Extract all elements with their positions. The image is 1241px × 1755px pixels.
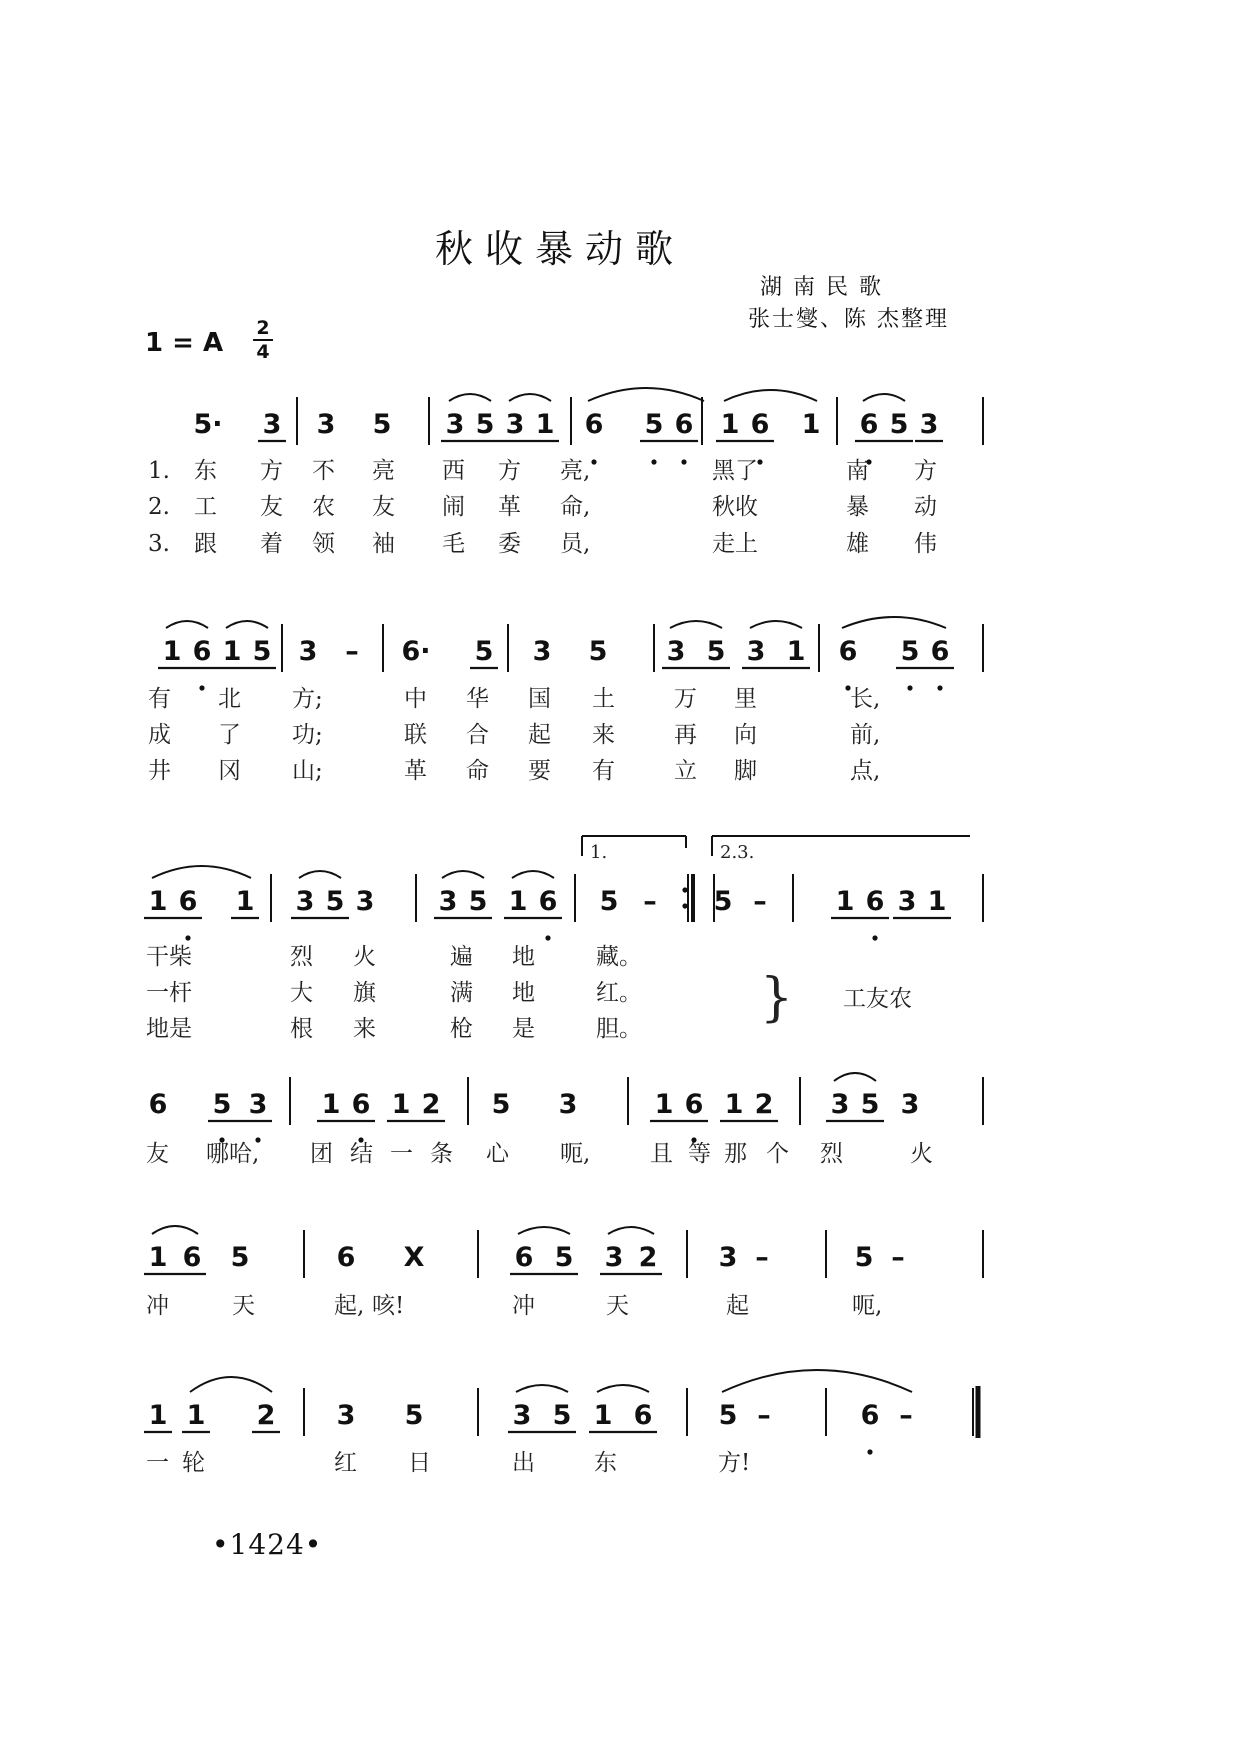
note: 2 [421,1089,441,1120]
lyric: 国 [528,686,551,712]
slur [512,871,554,878]
slur [442,871,484,878]
octave-dot [907,685,912,690]
lyric: 动 [914,494,937,520]
lyric: 黑了 [712,458,758,484]
lyric: 起 [528,722,551,748]
note: 3 [830,1089,850,1120]
lyric: 北 [218,686,241,712]
note: 1 [148,886,168,917]
note: 5 [552,1400,572,1431]
lyric: 冲 [146,1293,169,1319]
note: 3 [336,1400,356,1431]
lyric: 地是 [146,1016,192,1042]
slur [516,1385,568,1392]
key-signature: 1 = A [145,328,224,358]
time-signature-top: 2 [256,317,270,339]
lyric: 烈 [290,944,313,970]
lyric: 伟 [914,531,937,557]
slur [834,1073,876,1081]
lyric: 冲 [512,1293,535,1319]
lyric: 红 [334,1450,357,1476]
note: 6 [930,636,950,667]
lyric: 东 [594,1450,617,1476]
lyric: 走上 [712,531,758,557]
note: 3 [295,886,315,917]
note: – [345,636,359,667]
lyric: 满 [450,980,473,1006]
lyric: 心 [486,1141,509,1167]
lyric: 日 [408,1450,431,1476]
note: – [753,886,767,917]
note: 5 [252,636,272,667]
lyric: 火 [353,944,376,970]
lyric: 秋收 [712,494,758,520]
note: 3 [718,1242,738,1273]
note: 1 [835,886,855,917]
lyric: 革 [404,758,427,784]
lyric: 结 [350,1141,373,1167]
lyric: 3. [148,531,170,557]
note: 3 [298,636,318,667]
lyric: 亮 [372,458,395,484]
note: 3 [532,636,552,667]
lyric-brace: } [760,968,794,1028]
lyric: 条 [430,1141,453,1167]
note: 6 [514,1242,534,1273]
lyric: 合 [466,722,489,748]
note: 3 [355,886,375,917]
note: 5 [854,1242,874,1273]
lyric: 友 [372,494,395,520]
lyric: 地 [512,944,535,970]
note: – [643,886,657,917]
lyric: 着 [260,531,283,557]
note: 1 [654,1089,674,1120]
note: 6 [860,1400,880,1431]
slur [588,388,704,401]
note: 5· [193,409,223,440]
note: 5 [718,1400,738,1431]
note: 1 [927,886,947,917]
note: 6 [192,636,212,667]
lyric: 来 [353,1016,376,1042]
note: 5 [475,409,495,440]
lyric: 里 [734,686,757,712]
note: 3 [262,409,282,440]
lyric: 个 [766,1141,789,1167]
note: 2 [256,1400,276,1431]
note: 1 [720,409,740,440]
note: 6 [684,1089,704,1120]
lyric: 有 [148,686,171,712]
note: – [755,1242,769,1273]
note: 3 [604,1242,624,1273]
lyric: 地 [512,980,535,1006]
lyric: 雄 [846,531,869,557]
note: 1 [801,409,821,440]
lyric: 干柴 [146,944,192,970]
lyric: 袖 [372,531,395,557]
octave-dot [867,1449,872,1454]
lyric: 土 [592,686,615,712]
lyric: 友 [146,1141,169,1167]
lyric: 要 [528,758,551,784]
note: 1 [186,1400,206,1431]
song-title: 秋收暴动歌 [434,227,685,271]
lyric: 委 [498,531,521,557]
note: 1 [593,1400,613,1431]
note: 1 [148,1400,168,1431]
slur [190,1377,272,1392]
note: 6 [584,409,604,440]
octave-dot [757,459,762,464]
lyric: 一 [146,1450,169,1476]
slur [299,871,341,878]
lyric: 方 [498,458,521,484]
slur [750,621,802,628]
lyric: 起 [726,1293,749,1319]
note: 6 [674,409,694,440]
note: 1 [162,636,182,667]
note: 5 [900,636,920,667]
lyric: 出 [512,1450,535,1476]
slur [608,1227,654,1234]
note: 1 [391,1089,411,1120]
note: 5 [889,409,909,440]
lyric: 那 [724,1141,747,1167]
slur [449,394,491,401]
lyric: 来 [592,722,615,748]
lyric: 长, [850,686,881,712]
lyric: 员, [560,531,591,557]
lyric: 西 [442,458,465,484]
slur [724,390,817,401]
note: 3 [746,636,766,667]
song-arranger: 张士燮、陈 杰整理 [748,307,949,332]
lyric: 起, [334,1293,365,1319]
note: 5 [230,1242,250,1273]
note: 1 [148,1242,168,1273]
slur [226,621,268,628]
lyric: 烈 [820,1141,843,1167]
note: – [891,1242,905,1273]
lyric: 冈 [218,758,241,784]
lyric: 再 [674,722,697,748]
lyric: 成 [148,722,171,748]
note: 6 [351,1089,371,1120]
note: 5 [372,409,392,440]
lyric: 呃, [852,1293,883,1319]
octave-dot [651,459,656,464]
lyric: 一 [390,1141,413,1167]
note: 2 [638,1242,658,1273]
lyric: 山; [292,758,323,784]
note: – [757,1400,771,1431]
lyric: 毛 [442,531,465,557]
note: 6 [859,409,879,440]
note: 3 [897,886,917,917]
note: – [899,1400,913,1431]
octave-dot [937,685,942,690]
lyric: 东 [194,458,217,484]
slur [518,1227,570,1234]
lyric: 革 [498,494,521,520]
octave-dot [199,685,204,690]
lyric: 华 [466,686,489,712]
lyric: 红。 [596,980,642,1006]
slur [166,621,208,628]
lyric: 方! [718,1450,751,1476]
note: 5 [860,1089,880,1120]
note: 3 [438,886,458,917]
lyric: 联 [404,722,427,748]
repeat-dot [682,903,687,908]
slur [863,394,905,401]
lyric: 井 [148,758,171,784]
lyric: 方 [260,458,283,484]
note: 3 [919,409,939,440]
note: 6 [538,886,558,917]
note: 5 [474,636,494,667]
note: 3 [316,409,336,440]
lyric: 跟 [194,531,217,557]
time-signature-bottom: 4 [256,341,270,363]
note: 6 [865,886,885,917]
note: 1 [535,409,555,440]
note: 6 [182,1242,202,1273]
lyric: 中 [404,686,427,712]
note: 6 [838,636,858,667]
octave-dot [545,935,550,940]
note: 1 [235,886,255,917]
lyric: 天 [606,1293,629,1319]
lyric: 领 [312,531,335,557]
lyric: 亮, [560,458,591,484]
lyric: 南 [846,458,869,484]
note: 3 [558,1089,578,1120]
lyric: 2. [148,494,170,520]
lyric: 等 [688,1141,711,1167]
note: 1 [508,886,528,917]
slur [597,1385,649,1392]
lyric: 点, [850,758,881,784]
lyric: 命, [560,494,591,520]
lyric: 枪 [450,1016,473,1042]
refrain-lyric: 工友农 [843,986,912,1012]
lyric: 不 [312,458,335,484]
lyric: 前, [850,722,881,748]
note: 1 [321,1089,341,1120]
lyric: 遍 [450,944,473,970]
note: 3 [512,1400,532,1431]
note: 5 [491,1089,511,1120]
note: 5 [212,1089,232,1120]
page-number: •1424• [212,1528,323,1561]
lyric: 呃, [560,1141,591,1167]
lyric: 工 [194,494,217,520]
lyric: 立 [674,758,697,784]
note: 6 [148,1089,168,1120]
lyric: 功; [292,722,323,748]
song-origin: 湖 南 民 歌 [760,275,883,300]
lyric: 闹 [442,494,465,520]
octave-dot [872,935,877,940]
octave-dot [185,935,190,940]
note: 6 [178,886,198,917]
note: 3 [445,409,465,440]
octave-dot [681,459,686,464]
note: 6 [336,1242,356,1273]
note: 5 [713,886,733,917]
lyric: 且 [650,1141,673,1167]
lyric: 咳! [372,1293,405,1319]
note: 6· [401,636,431,667]
lyric: 命 [466,758,489,784]
note: 6 [633,1400,653,1431]
note: 5 [325,886,345,917]
repeat-dot [682,887,687,892]
slur [152,1226,198,1234]
note: 5 [644,409,664,440]
note: 3 [248,1089,268,1120]
slur [509,394,551,401]
lyric: 友 [260,494,283,520]
lyric: 天 [232,1293,255,1319]
lyric: 藏。 [596,944,642,970]
lyric: 了 [218,722,241,748]
octave-dot [591,459,596,464]
slur [670,621,722,628]
note: 3 [666,636,686,667]
lyric: 脚 [734,758,757,784]
lyric: 旗 [353,980,376,1006]
lyric: 轮 [182,1450,205,1476]
lyric: 方; [292,686,323,712]
volta-second-label: 2.3. [720,842,755,863]
note: 5 [588,636,608,667]
lyric: 是 [512,1016,535,1042]
note: 5 [706,636,726,667]
note: 3 [505,409,525,440]
lyric: 暴 [846,494,869,520]
lyric: 哪哈, [206,1141,260,1167]
lyric: 向 [734,722,757,748]
note: 5 [554,1242,574,1273]
note: 3 [900,1089,920,1120]
lyric: 方 [914,458,937,484]
note: 2 [754,1089,774,1120]
lyric: 大 [290,980,313,1006]
lyric: 火 [910,1141,933,1167]
lyric: 农 [312,494,335,520]
lyric: 根 [290,1016,313,1042]
note: 5 [468,886,488,917]
lyric: 一杆 [146,980,192,1006]
lyric: 有 [592,758,615,784]
note: 1 [724,1089,744,1120]
note: 1 [222,636,242,667]
lyric: 万 [674,686,697,712]
note: 5 [404,1400,424,1431]
note: X [403,1242,425,1273]
lyric: 1. [148,458,170,484]
lyric: 胆。 [596,1016,642,1042]
slur [842,617,946,628]
lyric: 团 [310,1141,333,1167]
volta-first-label: 1. [590,842,608,863]
note: 6 [750,409,770,440]
slur [722,1370,912,1392]
note: 1 [786,636,806,667]
note: 5 [599,886,619,917]
slur [152,866,251,878]
